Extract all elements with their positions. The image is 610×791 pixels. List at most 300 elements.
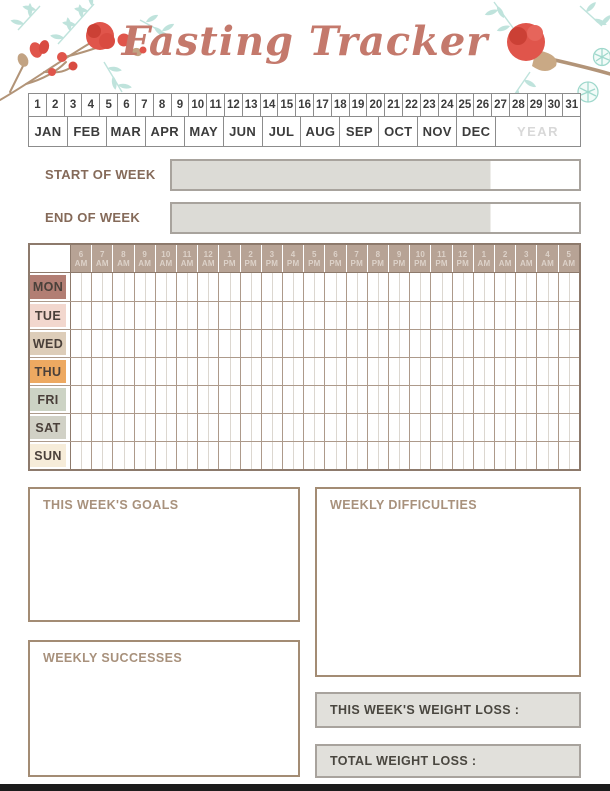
day-number-cell[interactable]: 15 (277, 94, 295, 116)
day-number-cell[interactable]: 14 (260, 94, 278, 116)
hour-header-cell (134, 245, 155, 272)
day-numbers-row (28, 93, 581, 116)
tracker-cell[interactable] (515, 358, 536, 385)
end-of-week-input[interactable] (170, 202, 581, 234)
tracker-cell[interactable] (324, 414, 345, 441)
tracker-cell[interactable] (409, 386, 430, 413)
hour-header-cell (388, 245, 409, 272)
tracker-cell[interactable] (346, 273, 367, 301)
day-number-cell[interactable]: 30 (545, 94, 563, 116)
tracker-cell[interactable] (282, 414, 303, 441)
week-weight-loss-input[interactable] (315, 692, 581, 728)
day-number-cell[interactable]: 8 (153, 94, 171, 116)
hour-header-cell (494, 245, 515, 272)
tracker-cell[interactable] (303, 386, 324, 413)
month-cell[interactable]: MAY (184, 117, 223, 146)
tracker-cell[interactable] (261, 273, 282, 301)
hour-number: 4 (290, 249, 296, 259)
tracker-cell[interactable] (218, 273, 239, 301)
tracker-cell[interactable] (261, 442, 282, 469)
tracker-cell[interactable] (71, 414, 91, 441)
tracker-cell[interactable] (155, 358, 176, 385)
hour-header-cell (282, 245, 303, 272)
tracker-cell[interactable] (176, 273, 197, 301)
tracker-cell[interactable] (473, 386, 494, 413)
day-number-cell[interactable]: 7 (135, 94, 153, 116)
day-label: MON (30, 275, 66, 299)
successes-input[interactable] (30, 665, 298, 775)
tracker-cell[interactable] (261, 414, 282, 441)
hour-meridiem: PM (265, 258, 279, 268)
tracker-cell[interactable] (473, 358, 494, 385)
hour-header-cells (70, 245, 579, 272)
hour-meridiem: AM (180, 258, 194, 268)
tracker-cell[interactable] (91, 358, 112, 385)
hour-meridiem: AM (159, 258, 173, 268)
tracker-cell[interactable] (515, 302, 536, 329)
tracker-cell[interactable] (176, 302, 197, 329)
tracker-row (30, 301, 579, 329)
tracker-cell[interactable] (134, 273, 155, 301)
tracker-cell[interactable] (536, 414, 557, 441)
tracker-cell[interactable] (367, 442, 388, 469)
tracker-cell[interactable] (176, 358, 197, 385)
hour-number: 4 (545, 249, 550, 259)
tracker-cell[interactable] (558, 358, 579, 385)
tracker-cell[interactable] (536, 302, 557, 329)
tracker-cell[interactable] (536, 273, 557, 301)
hour-header-cell (452, 245, 473, 272)
tracker-cell[interactable] (240, 358, 261, 385)
end-of-week-label: END OF WEEK (45, 210, 141, 225)
tracker-cell[interactable] (240, 414, 261, 441)
hour-number: 10 (415, 249, 425, 259)
month-cell[interactable]: MAR (106, 117, 145, 146)
tracker-cell[interactable] (71, 330, 91, 357)
tracker-cell[interactable] (134, 386, 155, 413)
tracker-cell[interactable] (388, 302, 409, 329)
tracker-cell[interactable] (409, 330, 430, 357)
month-cell[interactable]: APR (145, 117, 184, 146)
tracker-cell[interactable] (558, 302, 579, 329)
hour-number: 2 (502, 249, 508, 259)
day-number-cell[interactable]: 6 (117, 94, 135, 116)
goals-input[interactable] (30, 512, 298, 620)
tracker-cell[interactable] (261, 302, 282, 329)
tracker-cell[interactable] (71, 442, 91, 469)
tracker-cell[interactable] (218, 358, 239, 385)
tracker-cell[interactable] (240, 386, 261, 413)
tracker-cell[interactable] (494, 414, 515, 441)
tracker-cell[interactable] (91, 273, 112, 301)
tracker-cell[interactable] (536, 358, 557, 385)
hour-number: 1 (227, 249, 232, 259)
tracker-cell[interactable] (515, 330, 536, 357)
day-number-cell[interactable]: 23 (420, 94, 438, 116)
tracker-cell[interactable] (409, 273, 430, 301)
hour-header-cell (367, 245, 388, 272)
hour-number: 9 (142, 249, 148, 259)
tracker-cell[interactable] (367, 330, 388, 357)
tracker-cell[interactable] (536, 386, 557, 413)
tracker-cell[interactable] (409, 442, 430, 469)
year-input[interactable]: YEAR (495, 117, 580, 146)
day-number-cell[interactable]: 27 (491, 94, 509, 116)
tracker-cell[interactable] (536, 442, 557, 469)
day-number-cell[interactable]: 31 (562, 94, 580, 116)
tracker-cell[interactable] (494, 386, 515, 413)
tracker-cells (70, 330, 579, 357)
tracker-cells (70, 302, 579, 329)
tracker-cell[interactable] (303, 358, 324, 385)
tracker-cell[interactable] (452, 442, 473, 469)
tracker-cell[interactable] (473, 273, 494, 301)
tracker-cell[interactable] (303, 414, 324, 441)
tracker-cell[interactable] (346, 358, 367, 385)
hour-meridiem: PM (350, 258, 363, 268)
tracker-cell[interactable] (346, 330, 367, 357)
hour-meridiem: AM (201, 258, 215, 268)
hour-header-cell (71, 245, 91, 272)
hour-number: 6 (333, 249, 338, 259)
tracker-cell[interactable] (261, 330, 282, 357)
tracker-cell[interactable] (324, 273, 345, 301)
day-label-cell (30, 330, 70, 357)
tracker-cell[interactable] (494, 273, 515, 301)
tracker-cell[interactable] (367, 358, 388, 385)
tracker-cell[interactable] (452, 386, 473, 413)
tracker-cell[interactable] (367, 414, 388, 441)
tracker-cell[interactable] (388, 442, 409, 469)
tracker-cell[interactable] (91, 302, 112, 329)
tracker-cell[interactable] (218, 386, 239, 413)
day-number-cell[interactable]: 18 (331, 94, 349, 116)
tracker-cell[interactable] (494, 442, 515, 469)
tracker-row (30, 413, 579, 441)
tracker-cell[interactable] (388, 330, 409, 357)
tracker-cell[interactable] (155, 414, 176, 441)
hour-header-cell (261, 245, 282, 272)
tracker-cell[interactable] (303, 302, 324, 329)
tracker-cell[interactable] (155, 330, 176, 357)
hour-meridiem: AM (95, 258, 109, 268)
day-number-cell[interactable]: 20 (366, 94, 384, 116)
tracker-cell[interactable] (303, 442, 324, 469)
hour-number: 1 (481, 249, 487, 259)
tracker-cell[interactable] (218, 330, 239, 357)
day-number-cell[interactable]: 12 (224, 94, 242, 116)
month-cell[interactable]: JAN (34, 124, 62, 139)
day-number-cell[interactable]: 9 (171, 94, 189, 116)
tracker-cell[interactable] (515, 273, 536, 301)
tracker-cell[interactable] (155, 273, 176, 301)
tracker-cell[interactable] (155, 386, 176, 413)
hour-meridiem: PM (392, 258, 406, 268)
day-number-cell[interactable]: 21 (384, 94, 402, 116)
day-label: SUN (30, 444, 66, 467)
tracker-row (30, 385, 579, 413)
start-of-week-input[interactable] (170, 159, 581, 191)
tracker-cell[interactable] (303, 273, 324, 301)
hour-header-cell (218, 245, 239, 272)
tracker-cell[interactable] (134, 358, 155, 385)
tracker-cell[interactable] (282, 330, 303, 357)
tracker-cell[interactable] (324, 358, 345, 385)
day-number-cell[interactable]: 5 (99, 94, 117, 116)
tracker-cell[interactable] (155, 442, 176, 469)
tracker-cell[interactable] (112, 330, 133, 357)
tracker-cell[interactable] (324, 330, 345, 357)
month-cell[interactable]: DEC (456, 117, 495, 146)
tracker-cell[interactable] (261, 386, 282, 413)
tracker-cell[interactable] (388, 386, 409, 413)
hour-number: 2 (248, 249, 254, 259)
month-cell[interactable]: NOV (417, 117, 456, 146)
month-cell[interactable]: FEB (67, 117, 106, 146)
hour-header-cell (324, 245, 345, 272)
difficulties-input[interactable] (317, 512, 579, 675)
tracker-cell[interactable] (240, 273, 261, 301)
month-cell[interactable]: OCT (378, 117, 417, 146)
day-label: FRI (30, 388, 66, 411)
tracker-cell[interactable] (197, 358, 218, 385)
tracker-cell[interactable] (176, 442, 197, 469)
hour-header-cell (536, 245, 557, 272)
tracker-cell[interactable] (282, 442, 303, 469)
hour-header-cell (155, 245, 176, 272)
month-cell[interactable]: JUN (223, 117, 262, 146)
tracker-cell[interactable] (282, 273, 303, 301)
tracker-cell[interactable] (240, 302, 261, 329)
tracker-cell[interactable] (91, 414, 112, 441)
month-cell[interactable]: AUG (300, 117, 339, 146)
tracker-cell[interactable] (473, 442, 494, 469)
fasting-grid (28, 243, 581, 471)
tracker-cells (70, 414, 579, 441)
tracker-cell[interactable] (176, 414, 197, 441)
tracker-cell[interactable] (346, 414, 367, 441)
day-number-cell[interactable]: 11 (206, 94, 224, 116)
tracker-cell[interactable] (473, 330, 494, 357)
tracker-cell[interactable] (91, 386, 112, 413)
day-number-cell[interactable]: 19 (349, 94, 367, 116)
day-number-cell[interactable]: 1 (34, 99, 41, 111)
tracker-cell[interactable] (112, 414, 133, 441)
tracker-cell[interactable] (324, 302, 345, 329)
tracker-cell[interactable] (409, 358, 430, 385)
tracker-cell[interactable] (91, 442, 112, 469)
tracker-cell[interactable] (430, 273, 451, 301)
day-label-cell (30, 414, 70, 441)
day-number-cell[interactable]: 22 (402, 94, 420, 116)
day-number-cell[interactable]: 26 (473, 94, 491, 116)
tracker-cell[interactable] (515, 414, 536, 441)
hour-number: 8 (121, 249, 126, 259)
tracker-cell[interactable] (494, 302, 515, 329)
day-number-cell[interactable]: 25 (456, 94, 474, 116)
tracker-cell[interactable] (558, 273, 579, 301)
tracker-cell[interactable] (240, 330, 261, 357)
tracker-cell[interactable] (430, 414, 451, 441)
month-cell[interactable]: SEP (339, 117, 378, 146)
tracker-cell[interactable] (367, 302, 388, 329)
day-number-cell[interactable]: 3 (64, 94, 82, 116)
tracker-cell[interactable] (176, 386, 197, 413)
tracker-cell[interactable] (112, 358, 133, 385)
day-number-cell[interactable]: 2 (46, 94, 64, 116)
day-label-cell (30, 273, 70, 301)
tracker-cell[interactable] (558, 442, 579, 469)
hour-header-cell (197, 245, 218, 272)
day-number-cell[interactable]: 13 (242, 94, 260, 116)
tracker-cell[interactable] (197, 302, 218, 329)
window-bottom-edge (0, 784, 610, 791)
total-weight-loss-input[interactable] (315, 744, 581, 778)
tracker-cell[interactable] (240, 442, 261, 469)
day-label: THU (30, 360, 66, 383)
successes-label: WEEKLY SUCCESSES (43, 651, 183, 665)
tracker-cell[interactable] (218, 442, 239, 469)
tracker-cell[interactable] (112, 442, 133, 469)
tracker-cell[interactable] (388, 414, 409, 441)
tracker-cell[interactable] (324, 386, 345, 413)
day-number-cell[interactable]: 4 (81, 94, 99, 116)
tracker-cell[interactable] (176, 330, 197, 357)
hour-number: 12 (203, 249, 213, 259)
tracker-cell[interactable] (558, 386, 579, 413)
hour-meridiem: AM (74, 258, 88, 268)
tracker-cell[interactable] (452, 358, 473, 385)
page-title: Fasting Tracker (121, 18, 489, 65)
tracker-cell[interactable] (494, 358, 515, 385)
tracker-cell[interactable] (430, 386, 451, 413)
tracker-cell[interactable] (112, 386, 133, 413)
tracker-cell[interactable] (71, 273, 91, 301)
day-number-cell[interactable]: 29 (527, 94, 545, 116)
day-number-cell[interactable]: 24 (438, 94, 456, 116)
tracker-cell[interactable] (71, 302, 91, 329)
tracker-cell[interactable] (134, 330, 155, 357)
tracker-cell[interactable] (346, 386, 367, 413)
month-cell[interactable]: JUL (262, 117, 301, 146)
tracker-cell[interactable] (71, 386, 91, 413)
tracker-cell[interactable] (367, 273, 388, 301)
difficulties-label: WEEKLY DIFFICULTIES (330, 498, 477, 512)
hour-meridiem: PM (308, 258, 321, 268)
tracker-cell[interactable] (452, 330, 473, 357)
tracker-cell[interactable] (282, 302, 303, 329)
tracker-cell[interactable] (91, 330, 112, 357)
tracker-cell[interactable] (430, 442, 451, 469)
hour-meridiem: AM (519, 258, 533, 268)
tracker-cell[interactable] (134, 442, 155, 469)
tracker-cell[interactable] (303, 330, 324, 357)
tracker-cell[interactable] (367, 386, 388, 413)
tracker-cell[interactable] (558, 414, 579, 441)
tracker-cell[interactable] (282, 358, 303, 385)
hour-meridiem: PM (414, 258, 427, 268)
difficulties-box (315, 487, 581, 677)
hour-header-cell (240, 245, 261, 272)
tracker-cell[interactable] (430, 302, 451, 329)
tracker-cells (70, 442, 579, 469)
tracker-row (30, 357, 579, 385)
tracker-cell[interactable] (430, 330, 451, 357)
tracker-cell[interactable] (197, 330, 218, 357)
tracker-cell[interactable] (197, 442, 218, 469)
hour-number: 5 (566, 249, 572, 259)
tracker-cell[interactable] (388, 358, 409, 385)
hour-header-cell (515, 245, 536, 272)
day-number-cell[interactable]: 17 (313, 94, 331, 116)
tracker-cell[interactable] (324, 442, 345, 469)
tracker-cell[interactable] (346, 442, 367, 469)
tracker-cell[interactable] (473, 302, 494, 329)
day-number-cell[interactable]: 10 (188, 94, 206, 116)
tracker-cell[interactable] (197, 273, 218, 301)
tracker-cell[interactable] (155, 302, 176, 329)
tracker-cell[interactable] (558, 330, 579, 357)
hour-number: 11 (437, 249, 446, 259)
hour-meridiem: AM (498, 258, 512, 268)
hour-meridiem: PM (371, 258, 385, 268)
start-of-week-label: START OF WEEK (45, 167, 156, 182)
tracker-cell[interactable] (134, 302, 155, 329)
tracker-cell[interactable] (218, 414, 239, 441)
hour-number: 11 (182, 249, 192, 259)
tracker-cell[interactable] (515, 442, 536, 469)
tracker-cell[interactable] (452, 273, 473, 301)
day-number-cell[interactable]: 16 (295, 94, 313, 116)
tracker-cell[interactable] (430, 358, 451, 385)
hour-header-cell (176, 245, 197, 272)
tracker-cell[interactable] (515, 386, 536, 413)
tracker-cell[interactable] (134, 414, 155, 441)
hour-number: 5 (312, 249, 317, 259)
tracker-cell[interactable] (409, 414, 430, 441)
hour-header-cell (303, 245, 324, 272)
tracker-cells (70, 386, 579, 413)
tracker-cell[interactable] (218, 302, 239, 329)
goals-label: THIS WEEK'S GOALS (43, 498, 179, 512)
tracker-cell[interactable] (452, 414, 473, 441)
hour-header-cell (112, 245, 133, 272)
hour-meridiem: AM (138, 258, 152, 268)
tracker-cell[interactable] (112, 273, 133, 301)
tracker-cell[interactable] (197, 414, 218, 441)
successes-box (28, 640, 300, 777)
day-label-cell (30, 358, 70, 385)
tracker-cell[interactable] (282, 386, 303, 413)
hour-header-cell (91, 245, 112, 272)
tracker-cell[interactable] (261, 358, 282, 385)
tracker-cell[interactable] (346, 302, 367, 329)
hour-meridiem: PM (223, 258, 236, 268)
day-label-cell (30, 442, 70, 469)
tracker-cell[interactable] (536, 330, 557, 357)
hour-number: 6 (78, 249, 84, 259)
tracker-cell[interactable] (473, 414, 494, 441)
tracker-cell[interactable] (409, 302, 430, 329)
tracker-cell[interactable] (197, 386, 218, 413)
day-number-cell[interactable]: 28 (509, 94, 527, 116)
tracker-cell[interactable] (452, 302, 473, 329)
tracker-cell[interactable] (112, 302, 133, 329)
day-label: SAT (30, 416, 66, 439)
tracker-cell[interactable] (494, 330, 515, 357)
tracker-cell[interactable] (388, 273, 409, 301)
tracker-cell[interactable] (71, 358, 91, 385)
